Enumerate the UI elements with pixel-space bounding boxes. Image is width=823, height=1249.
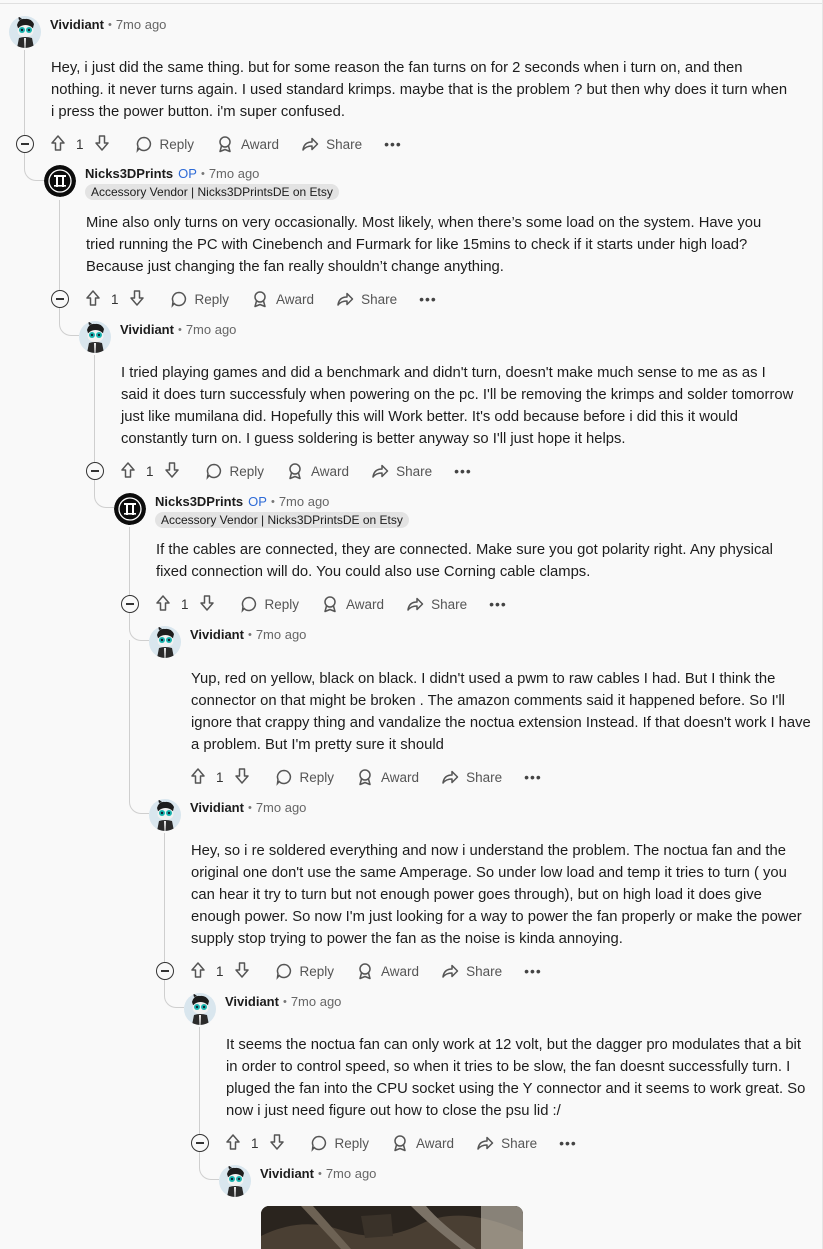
avatar[interactable]: [114, 493, 146, 525]
timestamp[interactable]: 7mo ago: [325, 1166, 377, 1181]
separator-dot: •: [247, 628, 252, 641]
award-label: Award: [346, 596, 385, 612]
comment-actions: [224, 1131, 577, 1155]
upvote-button[interactable]: [119, 461, 137, 482]
downvote-icon: [233, 767, 251, 785]
downvote-button[interactable]: [268, 1133, 286, 1154]
more-options-button[interactable]: •••: [454, 463, 472, 479]
downvote-icon: [198, 594, 216, 612]
reply-icon: [310, 1134, 328, 1152]
reply-label: Reply: [299, 769, 335, 785]
separator-dot: •: [247, 801, 252, 814]
award-button[interactable]: [251, 290, 314, 308]
award-label: Award: [311, 463, 350, 479]
vote-control: [189, 961, 251, 982]
collapse-icon: [56, 298, 64, 300]
collapse-button[interactable]: [16, 135, 34, 153]
comment-body: I tried playing games and did a benchmark and didn't turn, doesn't make much sense to me as as I said it does turn successfuly when powering on the pc. I'll be removing the krimps and solder tomorrow just like mumilana did. Hopefully this will Work better. It's odd because before i did this it would constantly turn on. I guess soldering is better anyway so I'll just hope it helps.: [121, 365, 794, 447]
reply-icon: [135, 135, 153, 153]
vote-control: [119, 461, 181, 482]
user-flair: Accessory Vendor | Nicks3DPrintsDE on Etsy: [155, 512, 409, 528]
comment-body: Mine also only turns on very occasionally. Most likely, when there’s some load on the system. Have you tried running the PC with Cinebench and Furmark for like 15mins to check if it starts under high load? Because just changing the fan really shouldn’t change anything.: [86, 215, 762, 275]
upvote-icon: [189, 961, 207, 979]
reply-label: Reply: [159, 136, 195, 152]
upvote-button[interactable]: [49, 134, 67, 155]
username[interactable]: Vividiant: [190, 627, 244, 642]
share-label: Share: [501, 1135, 538, 1151]
more-options-button[interactable]: •••: [384, 136, 402, 152]
reply-button[interactable]: [310, 1134, 370, 1152]
comment-body: Yup, red on yellow, black on black. I didn't used a pwm to raw cables I had. But I think the connector on that might be broken . The amazon comments said it happened before. So I'll ignore that crappy thing and vandalize the noctua extension Instead. If that doesn't work I have a problem. But I'm pretty sure it should: [191, 671, 811, 753]
share-label: Share: [466, 963, 503, 979]
timestamp[interactable]: 7mo ago: [115, 17, 167, 32]
thread-line: [129, 640, 130, 785]
upvote-button[interactable]: [189, 961, 207, 982]
upvote-icon: [224, 1133, 242, 1151]
vote-control: [49, 134, 111, 155]
reply-icon: [205, 462, 223, 480]
user-flair: Accessory Vendor | Nicks3DPrintsDE on Etsy: [85, 184, 339, 200]
reply-button[interactable]: [275, 768, 335, 786]
comment-header: [79, 321, 236, 353]
comment-body: Hey, i just did the same thing. but for some reason the fan turns on for 2 seconds when i turn on, and then nothing. it never turns again. I used standard krimps. maybe that is the problem ? but then why does it turn when i press the power button. i'm super confused.: [51, 60, 788, 120]
vote-count: 1: [111, 291, 119, 307]
username[interactable]: Vividiant: [190, 800, 244, 815]
comment-actions: [84, 287, 437, 311]
share-icon: [441, 962, 459, 980]
timestamp[interactable]: 7mo ago: [185, 322, 237, 337]
collapse-icon: [126, 603, 134, 605]
thread-line: [24, 50, 25, 135]
comment-header: [9, 16, 166, 48]
downvote-button[interactable]: [233, 767, 251, 788]
comment-header: [184, 993, 341, 1025]
comment-header: [149, 799, 306, 831]
collapse-icon: [21, 143, 29, 145]
collapse-icon: [91, 470, 99, 472]
vote-control: [84, 289, 146, 310]
vote-control: [224, 1133, 286, 1154]
share-icon: [441, 768, 459, 786]
collapse-button[interactable]: [86, 462, 104, 480]
award-icon: [356, 962, 374, 980]
comment-meta: [190, 799, 306, 816]
comment-meta: [260, 1165, 376, 1182]
timestamp[interactable]: 7mo ago: [255, 800, 307, 815]
award-label: Award: [381, 769, 420, 785]
op-badge: OP: [248, 494, 267, 509]
share-button[interactable]: [301, 135, 362, 153]
more-options-button[interactable]: •••: [524, 769, 542, 785]
reply-icon: [275, 962, 293, 980]
reply-label: Reply: [334, 1135, 370, 1151]
upvote-icon: [49, 134, 67, 152]
award-label: Award: [381, 963, 420, 979]
comment-header: [114, 493, 409, 525]
award-icon: [321, 595, 339, 613]
more-options-button[interactable]: •••: [559, 1135, 577, 1151]
comment-header: [219, 1165, 376, 1197]
share-label: Share: [326, 136, 363, 152]
avatar[interactable]: [79, 321, 111, 353]
share-label: Share: [466, 769, 503, 785]
reply-icon: [170, 290, 188, 308]
upvote-button[interactable]: [224, 1133, 242, 1154]
username[interactable]: Vividiant: [50, 17, 104, 32]
thread-line: [129, 527, 130, 595]
downvote-icon: [268, 1133, 286, 1151]
upvote-icon: [84, 289, 102, 307]
collapse-icon: [161, 970, 169, 972]
share-label: Share: [431, 596, 468, 612]
comment-meta: [120, 321, 236, 338]
thread-line: [164, 833, 165, 962]
downvote-icon: [163, 461, 181, 479]
reply-button[interactable]: [135, 135, 195, 153]
comment-body: Hey, so i re soldered everything and now i understand the problem. The noctua fan and the original one don't use the same Amperage. So under low load and temp it tries to turn ( you can hear it try to turn but not enough power goes through), but on high load it does give enough power. So now I'm just looking for a way to power the fan properly or make the power supply stop trying to power the fan as the noise is kinda annoying.: [191, 843, 802, 947]
share-button[interactable]: [441, 962, 502, 980]
award-button[interactable]: [286, 462, 349, 480]
collapse-button[interactable]: [191, 1134, 209, 1152]
comment-actions: [189, 959, 542, 983]
comment-image[interactable]: [261, 1206, 523, 1249]
vote-count: 1: [76, 136, 84, 152]
thread-elbow: [129, 785, 149, 814]
collapse-icon: [196, 1142, 204, 1144]
award-label: Award: [276, 291, 315, 307]
comment-actions: [189, 765, 542, 789]
upvote-icon: [154, 594, 172, 612]
downvote-icon: [128, 289, 146, 307]
downvote-icon: [93, 134, 111, 152]
upvote-icon: [189, 767, 207, 785]
share-button[interactable]: [476, 1134, 537, 1152]
username[interactable]: Vividiant: [225, 994, 279, 1009]
more-options-button[interactable]: •••: [419, 291, 437, 307]
share-icon: [336, 290, 354, 308]
timestamp[interactable]: 7mo ago: [290, 994, 342, 1009]
award-button[interactable]: [321, 595, 384, 613]
downvote-button[interactable]: [163, 461, 181, 482]
award-icon: [286, 462, 304, 480]
vote-count: 1: [146, 463, 154, 479]
share-button[interactable]: [371, 462, 432, 480]
op-badge: OP: [178, 166, 197, 181]
separator-dot: •: [317, 1167, 322, 1180]
comment-meta: [190, 626, 306, 643]
reply-button[interactable]: [240, 595, 300, 613]
timestamp[interactable]: 7mo ago: [208, 166, 260, 181]
award-icon: [216, 135, 234, 153]
more-options-button[interactable]: •••: [489, 596, 507, 612]
downvote-button[interactable]: [233, 961, 251, 982]
thread-elbow: [59, 307, 79, 336]
upvote-icon: [119, 461, 137, 479]
share-label: Share: [396, 463, 433, 479]
username[interactable]: Nicks3DPrints: [85, 166, 174, 181]
collapse-button[interactable]: [121, 595, 139, 613]
collapse-button[interactable]: [156, 962, 174, 980]
separator-dot: •: [177, 323, 182, 336]
more-options-button[interactable]: •••: [524, 963, 542, 979]
reply-icon: [240, 595, 258, 613]
comment-meta: [50, 16, 166, 33]
avatar[interactable]: [184, 993, 216, 1025]
award-label: Award: [241, 136, 280, 152]
award-button[interactable]: [216, 135, 279, 153]
avatar[interactable]: [219, 1165, 251, 1197]
vote-count: 1: [216, 769, 224, 785]
timestamp[interactable]: 7mo ago: [255, 627, 307, 642]
comment-header: [44, 165, 339, 197]
comment-meta: [85, 165, 339, 200]
comment-actions: [119, 459, 472, 483]
reply-label: Reply: [229, 463, 265, 479]
comment-header: [149, 626, 306, 658]
separator-dot: •: [270, 495, 275, 508]
share-button[interactable]: [441, 768, 502, 786]
downvote-button[interactable]: [198, 594, 216, 615]
comment-body: If the cables are connected, they are connected. Make sure you got polarity right. Any physical fixed connection will do. You could also use Corning cable clamps.: [156, 542, 773, 580]
thread-elbow: [164, 979, 184, 1008]
username[interactable]: Vividiant: [120, 322, 174, 337]
award-button[interactable]: [391, 1134, 454, 1152]
share-button[interactable]: [336, 290, 397, 308]
thread-line: [94, 355, 95, 462]
comment-actions: [154, 592, 507, 616]
username[interactable]: Nicks3DPrints: [155, 494, 244, 509]
comment-actions: [49, 132, 402, 156]
vote-count: 1: [251, 1135, 259, 1151]
thread-elbow: [199, 1151, 219, 1180]
award-icon: [356, 768, 374, 786]
award-icon: [251, 290, 269, 308]
separator-dot: •: [282, 995, 287, 1008]
thread-elbow: [94, 479, 114, 508]
vote-control: [154, 594, 216, 615]
downvote-icon: [233, 961, 251, 979]
reply-button[interactable]: [275, 962, 335, 980]
username[interactable]: Vividiant: [260, 1166, 314, 1181]
upvote-button[interactable]: [189, 767, 207, 788]
timestamp[interactable]: 7mo ago: [278, 494, 330, 509]
downvote-button[interactable]: [128, 289, 146, 310]
vote-count: 1: [216, 963, 224, 979]
thread-elbow: [24, 152, 44, 181]
share-icon: [371, 462, 389, 480]
reply-button[interactable]: [205, 462, 265, 480]
vote-count: 1: [181, 596, 189, 612]
share-button[interactable]: [406, 595, 467, 613]
vote-control: [189, 767, 251, 788]
comment-body: It seems the noctua fan can only work at 12 volt, but the dagger pro modulates that a bit in order to control speed, so when it tries to be slow, the fan doesnt successfully turn. I pluged the fan into the CPU socket using the Y connector and it seems to work great. So now i just need figure out how to close the psu lid :/: [226, 1037, 806, 1119]
avatar[interactable]: [9, 16, 41, 48]
reply-label: Reply: [264, 596, 300, 612]
award-label: Award: [416, 1135, 455, 1151]
avatar[interactable]: [149, 626, 181, 658]
thread-elbow: [129, 612, 149, 641]
separator-dot: •: [200, 167, 205, 180]
comment-meta: [225, 993, 341, 1010]
avatar[interactable]: [44, 165, 76, 197]
reply-button[interactable]: [170, 290, 230, 308]
thread-line: [59, 200, 60, 290]
award-icon: [391, 1134, 409, 1152]
downvote-button[interactable]: [93, 134, 111, 155]
top-divider: [0, 3, 823, 4]
reply-label: Reply: [194, 291, 230, 307]
award-button[interactable]: [356, 768, 419, 786]
reply-icon: [275, 768, 293, 786]
share-label: Share: [361, 291, 398, 307]
award-button[interactable]: [356, 962, 419, 980]
share-icon: [301, 135, 319, 153]
share-icon: [406, 595, 424, 613]
separator-dot: •: [107, 18, 112, 31]
comment-meta: [155, 493, 409, 528]
reply-label: Reply: [299, 963, 335, 979]
thread-line: [199, 1027, 200, 1134]
avatar[interactable]: [149, 799, 181, 831]
share-icon: [476, 1134, 494, 1152]
upvote-button[interactable]: [84, 289, 102, 310]
collapse-button[interactable]: [51, 290, 69, 308]
upvote-button[interactable]: [154, 594, 172, 615]
